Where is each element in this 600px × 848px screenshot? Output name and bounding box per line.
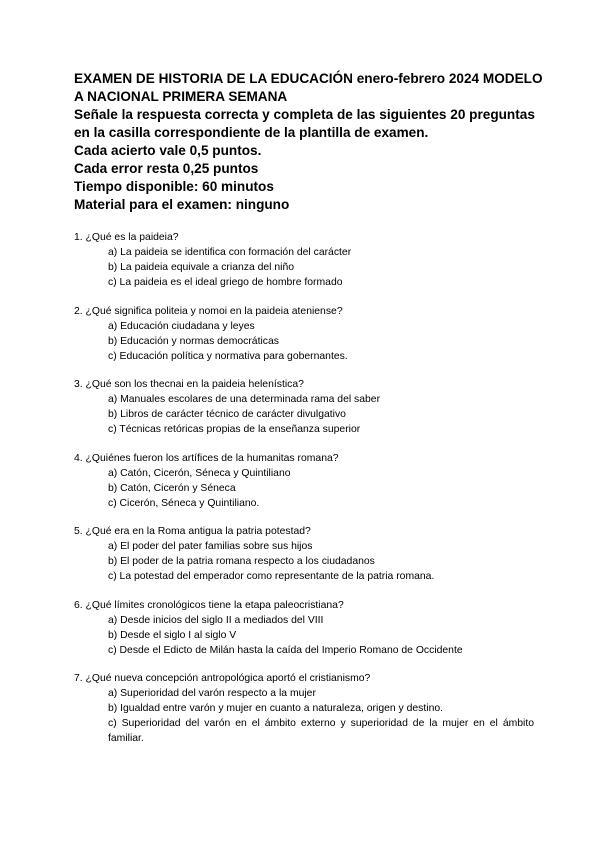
option-a: a) El poder del pater familias sobre sus hijos — [108, 541, 313, 552]
question-list — [74, 230, 534, 760]
question-text: 3. ¿Qué son los thecnai en la paideia helenística? — [74, 379, 304, 390]
question-text: 5. ¿Qué era en la Roma antigua la patria potestad? — [74, 526, 311, 537]
option-a: a) Superioridad del varón respecto a la mujer — [108, 688, 316, 699]
question-2 — [74, 304, 534, 364]
option-b: b) Igualdad entre varón y mujer en cuanto a naturaleza, origen y destino. — [108, 703, 444, 714]
header-line: en la casilla correspondiente de la plantilla de examen. — [74, 125, 429, 140]
option-b: b) Libros de carácter técnico de carácter divulgativo — [108, 409, 346, 420]
question-text: 1. ¿Qué es la paideia? — [74, 232, 179, 243]
header-line: EXAMEN DE HISTORIA DE LA EDUCACIÓN enero-febrero 2024 MODELO — [74, 71, 543, 86]
option-a: a) Desde inicios del siglo II a mediados del VIII — [108, 614, 324, 626]
option-b: b) La paideia equivale a crianza del niño — [108, 262, 295, 273]
header-line: Señale la respuesta correcta y completa de las siguientes 20 preguntas — [74, 107, 535, 122]
option-b: b) Desde el siglo I al siglo V — [108, 629, 237, 641]
question-text: 4. ¿Quiénes fueron los artífices de la humanitas romana? — [74, 452, 339, 464]
option-c: c) Superioridad del varón en el ámbito externo y superioridad de la mujer en el ámbito familiar. — [108, 718, 534, 744]
question-5 — [74, 524, 534, 584]
option-c: c) Cicerón, Séneca y Quintiliano. — [108, 497, 260, 509]
option-c: c) Técnicas retóricas propias de la enseñanza superior — [108, 424, 361, 435]
question-text: 2. ¿Qué significa politeia y nomoi en la paideia ateniense? — [74, 305, 343, 317]
exam-header — [74, 70, 544, 214]
option-a: a) Catón, Cicerón, Séneca y Quintiliano — [108, 467, 291, 479]
option-b: b) El poder de la patria romana respecto a los ciudadanos — [108, 556, 375, 567]
option-c: c) Educación política y normativa para gobernantes. — [108, 350, 348, 362]
option-b: b) Educación y normas democráticas — [108, 335, 279, 347]
question-1 — [74, 230, 534, 290]
header-line: Cada acierto vale 0,5 puntos. — [74, 143, 262, 158]
question-6 — [74, 598, 534, 658]
header-line: A NACIONAL PRIMERA SEMANA — [74, 89, 288, 104]
option-c: c) Desde el Edicto de Milán hasta la caída del Imperio Romano de Occidente — [108, 644, 463, 656]
question-7 — [74, 671, 534, 746]
header-line: Cada error resta 0,25 puntos — [74, 161, 259, 176]
option-c: c) La potestad del emperador como representante de la patria romana. — [108, 571, 435, 582]
option-c: c) La paideia es el ideal griego de hombre formado — [108, 277, 343, 288]
option-a: a) La paideia se identifica con formación del carácter — [108, 247, 352, 258]
question-text: 6. ¿Qué límites cronológicos tiene la etapa paleocristiana? — [74, 599, 344, 611]
option-b: b) Catón, Cicerón y Séneca — [108, 482, 236, 494]
question-4 — [74, 451, 534, 511]
option-a: a) Manuales escolares de una determinada rama del saber — [108, 394, 381, 405]
option-a: a) Educación ciudadana y leyes — [108, 320, 255, 332]
question-text: 7. ¿Qué nueva concepción antropológica aportó el cristianismo? — [74, 673, 371, 684]
header-line: Material para el examen: ninguno — [74, 197, 290, 212]
header-line: Tiempo disponible: 60 minutos — [74, 179, 274, 194]
question-3 — [74, 377, 534, 437]
